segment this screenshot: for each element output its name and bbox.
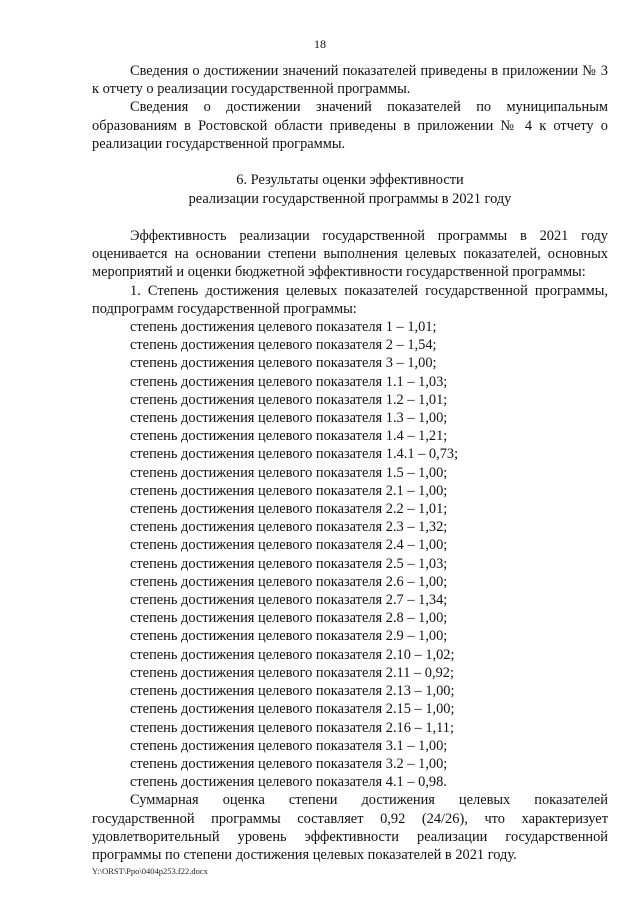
list-item: степень достижения целевого показателя 2.7 – 1,34; <box>130 592 448 609</box>
list-item: степень достижения целевого показателя 3.2 – 1,00; <box>130 755 448 772</box>
list-item: степень достижения целевого показателя 1.4.1 – 0,73; <box>130 446 459 463</box>
list-item: степень достижения целевого показателя 2 – 1,54; <box>130 337 437 354</box>
list-item: степень достижения целевого показателя 1.5 – 1,00; <box>130 464 448 481</box>
list-item: степень достижения целевого показателя 2.2 – 1,01; <box>130 501 448 518</box>
section-heading-line2: реализации государственной программы в 2021 году <box>188 191 512 208</box>
section-heading-line1: 6. Результаты оценки эффективности <box>236 172 464 189</box>
list-item: степень достижения целевого показателя 2.13 – 1,00; <box>130 683 455 700</box>
paragraph-item-1: 1. Степень достижения целевых показателей государственной программы, подпрограмм государственной программы: <box>92 282 608 317</box>
paragraph-summary: Суммарная оценка степени достижения целевых показателей государственной программы составляет 0,92 (24/26), что характеризует удовлетворительный уровень эффективности реализации государственной программы по степени достижения целевых показателей в 2021 году. <box>92 792 608 863</box>
indicator-list <box>92 318 608 791</box>
list-item: степень достижения целевого показателя 3 – 1,00; <box>130 355 437 372</box>
footer-file-path: Y:\ORST\Ppo\0404p253.f22.docx <box>92 866 208 876</box>
page-number: 18 <box>314 37 326 51</box>
list-item: степень достижения целевого показателя 1 – 1,01; <box>130 319 437 336</box>
list-item: степень достижения целевого показателя 1.3 – 1,00; <box>130 410 448 427</box>
list-item: степень достижения целевого показателя 2.11 – 0,92; <box>130 664 454 681</box>
list-item: степень достижения целевого показателя 2.15 – 1,00; <box>130 701 455 718</box>
section-heading <box>92 171 608 209</box>
list-item: степень достижения целевого показателя 3.1 – 1,00; <box>130 737 448 754</box>
list-item: степень достижения целевого показателя 4.1 – 0,98. <box>130 774 447 791</box>
paragraph-indicators-appendix4: Сведения о достижении значений показателей по муниципальным образованиям в Ростовской области приведены в приложении № 4 к отчету о реализации государственной программы. <box>92 99 608 152</box>
paragraph-indicators-appendix3: Сведения о достижении значений показателей приведены в приложении № 3 к отчету о реализации государственной программы. <box>92 63 608 98</box>
list-item: степень достижения целевого показателя 2.4 – 1,00; <box>130 537 448 554</box>
list-item: степень достижения целевого показателя 2.1 – 1,00; <box>130 482 448 499</box>
list-item: степень достижения целевого показателя 1.2 – 1,01; <box>130 391 448 408</box>
list-item: степень достижения целевого показателя 2.10 – 1,02; <box>130 646 455 663</box>
list-item: степень достижения целевого показателя 2.3 – 1,32; <box>130 519 448 536</box>
list-item: степень достижения целевого показателя 1.1 – 1,03; <box>130 373 448 390</box>
paragraph-evaluation: Эффективность реализации государственной программы в 2021 году оценивается на основании степени выполнения целевых показателей, основных мероприятий и оценки бюджетной эффективности государственной программы: <box>92 228 608 281</box>
document-body <box>92 62 608 864</box>
list-item: степень достижения целевого показателя 2.6 – 1,00; <box>130 573 448 590</box>
list-item: степень достижения целевого показателя 2.9 – 1,00; <box>130 628 448 645</box>
list-item: степень достижения целевого показателя 2.16 – 1,11; <box>130 719 454 736</box>
list-item: степень достижения целевого показателя 2.8 – 1,00; <box>130 610 448 627</box>
list-item: степень достижения целевого показателя 1.4 – 1,21; <box>130 428 448 445</box>
list-item: степень достижения целевого показателя 2.5 – 1,03; <box>130 555 448 572</box>
